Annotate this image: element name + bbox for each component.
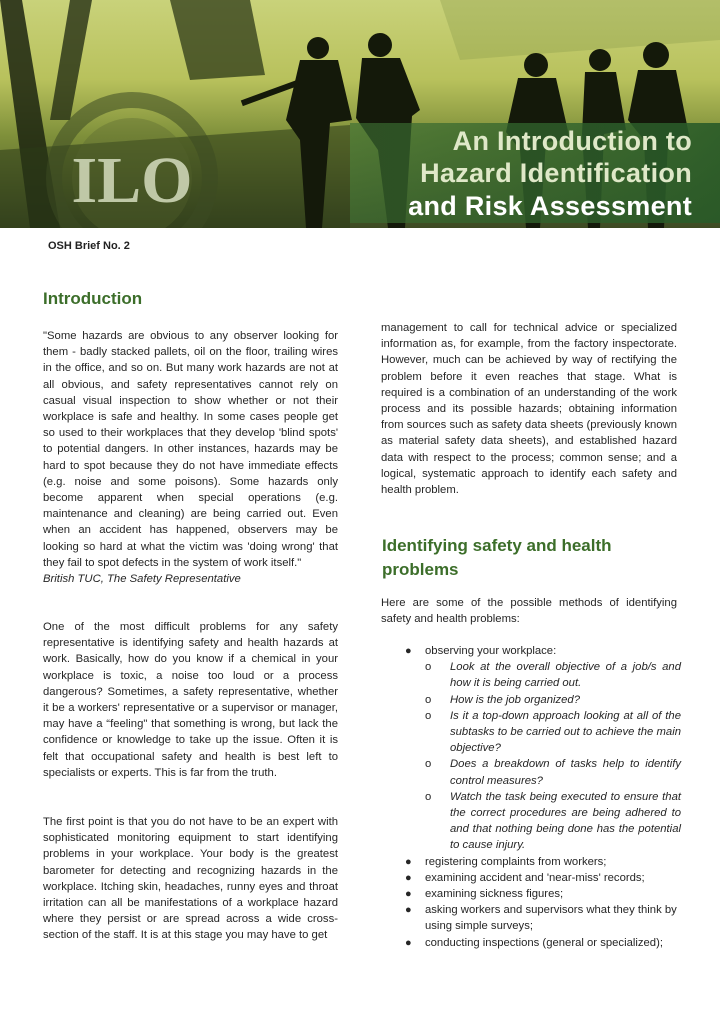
- method-text: observing your workplace:: [425, 645, 557, 657]
- sub-list-item: [425, 659, 681, 691]
- method-text: asking workers and supervisors what they think by using simple surveys;: [425, 904, 677, 933]
- sub-bullet-icon: o: [425, 693, 432, 706]
- bullet-icon: ●: [405, 871, 412, 884]
- method-text: examining accident and 'near-miss' records;: [425, 871, 645, 884]
- methods-list: [381, 643, 681, 951]
- sub-list-item: [425, 789, 681, 854]
- sub-item-text: Is it a top-down approach looking at all of the subtasks to be carried out to achieve the main objective?: [450, 709, 681, 755]
- intro-paragraph-col2: management to call for technical advice or specialized information as, for example, from the factory inspectorate. However, much can be achieved by way of rectifying the problem before it even reaches that stage. What is required is a combination of an understanding of the work process and its possible hazards; obtaining information from sources such as safety data sheets (previously known as material safety data sheets), and established hazard data with respect to the process; common sense; and a logical, systematic approach to identify each safety and health problem.: [381, 322, 677, 497]
- method-text: conducting inspections (general or specialized);: [425, 936, 663, 949]
- bullet-icon: ●: [405, 855, 412, 868]
- sub-bullet-icon: o: [425, 709, 432, 722]
- intro-quote: "Some hazards are obvious to any observer looking for them - badly stacked pallets, oil on the floor, trailing wires in the office, and so on. But many work hazards are not at all obvious, and safety representatives cannot rely on casual visual inspection to show whether or not their workplace is safe and healthy. In some cases people get so used to their workplaces that they develop 'blind spots' to potential dangers. In other instances, hazards may be hard to spot because they do not have immediate effects (e.g. noise and some poisons). Some hazards only become apparent when special operations (e.g. maintenance and cleaning) are being carried out. Even when an accident has happened, observers may be looking so hard at what the victim was 'doing wrong' that they fail to spot defects in the system of work itself.": [43, 330, 338, 569]
- list-item: [381, 643, 681, 854]
- banner-title-line-2: Hazard Identification: [420, 158, 692, 188]
- ilo-logo-text: ILO: [71, 144, 193, 217]
- brief-label: OSH Brief No. 2: [48, 240, 130, 252]
- sub-list-item: [425, 708, 681, 757]
- identifying-intro: Here are some of the possible methods of identifying safety and health problems:: [381, 597, 677, 626]
- introduction-heading: Introduction: [43, 289, 143, 308]
- list-item: [381, 886, 681, 902]
- bullet-icon: ●: [405, 936, 412, 949]
- list-item: [381, 854, 681, 870]
- bullet-icon: ●: [405, 645, 412, 657]
- list-item: [381, 935, 681, 951]
- intro-quote-block: [43, 328, 338, 587]
- identifying-heading: Identifying safety and health problems: [382, 536, 612, 579]
- bullet-icon: ●: [405, 888, 412, 901]
- list-item: [381, 902, 681, 934]
- sub-item-text: Look at the overall objective of a job/s and how it is being carried out.: [450, 661, 681, 690]
- banner-title-line-3: and Risk Assessment: [408, 191, 692, 221]
- method-text: examining sickness figures;: [425, 888, 564, 901]
- sub-item-text: Watch the task being executed to ensure that the correct procedures are being adhered to and that nothing being done has the potential to cause injury.: [450, 790, 681, 852]
- quote-source: British TUC, The Safety Representative: [43, 573, 241, 586]
- sub-list-item: [425, 692, 681, 708]
- sub-bullet-icon: o: [425, 758, 432, 771]
- method-text: registering complaints from workers;: [425, 855, 607, 868]
- list-item: [381, 870, 681, 886]
- sub-item-text: How is the job organized?: [450, 693, 580, 706]
- sub-list-item: [425, 756, 681, 788]
- observing-sublist: [425, 659, 681, 853]
- bullet-icon: ●: [405, 904, 412, 917]
- intro-paragraph-3: The first point is that you do not have to be an expert with sophisticated monitoring equipment to start identifying problems in your workplace. Your body is the greatest barometer for detecting and recognizing hazards in the workplace. Itching skin, headaches, runny eyes and throat irritation can all be manifestations of a workplace hazard where they persist or are spread across a wide cross-section of the staff. It is at this stage you may have to get: [43, 816, 338, 942]
- header-banner: [0, 0, 720, 228]
- sub-item-text: Does a breakdown of tasks help to identify control measures?: [450, 758, 681, 787]
- intro-paragraph-2: One of the most difficult problems for any safety representative is identifying safety and health hazards at work. Basically, how do you know if a chemical in your workplace is toxic, a noise too loud or a process dangerous? Sometimes, a safety representative, whether it be a workers' representative or a supervisor or manager, may have a “feeling" that something is wrong, but lack the confidence or knowledge to take up the issue. Often it is felt that occupational safety and health is best left to specialists or experts. This is far from the truth.: [43, 621, 338, 779]
- sub-bullet-icon: o: [425, 661, 432, 674]
- banner-title-line-1: An Introduction to: [452, 126, 692, 156]
- sub-bullet-icon: o: [425, 790, 432, 803]
- ilo-logo: [54, 100, 210, 228]
